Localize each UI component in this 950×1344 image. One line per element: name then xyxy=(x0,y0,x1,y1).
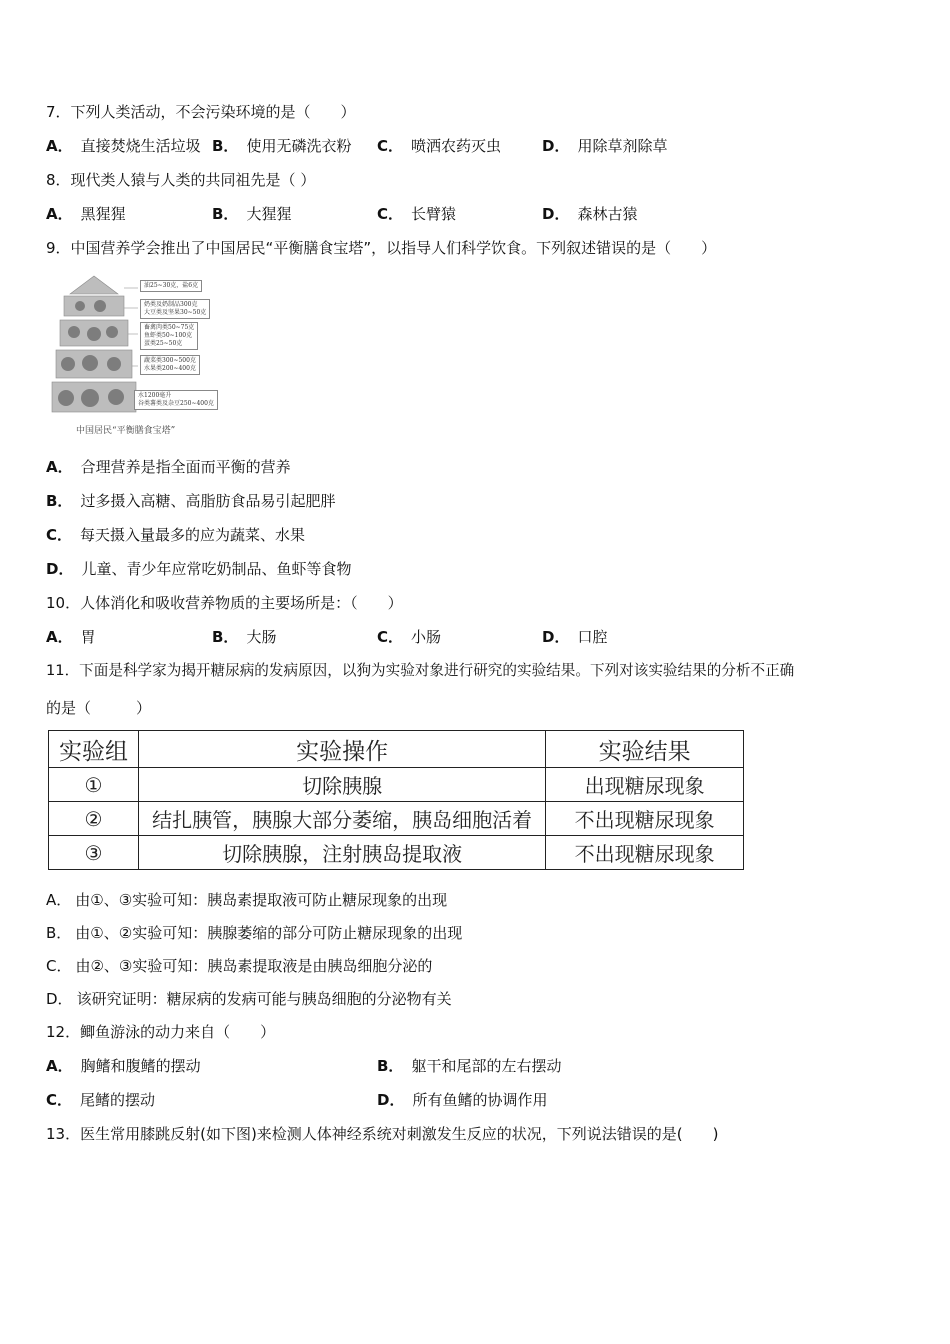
experiment-table xyxy=(48,730,744,870)
pyramid-drawing xyxy=(50,268,222,440)
table-row xyxy=(49,802,744,836)
option-text: 胃 xyxy=(80,628,96,646)
pyramid-roof xyxy=(70,276,118,294)
pyramid-tier-label-5 xyxy=(134,390,218,410)
q9-option-c[interactable] xyxy=(46,525,305,545)
tier-text: 畜禽肉类50~75克 xyxy=(144,324,195,331)
option-label: D． xyxy=(377,1091,405,1109)
option-text: 由①、③实验可知：胰岛素提取液可防止糖尿现象的出现 xyxy=(75,891,448,909)
table-header-row xyxy=(49,731,744,768)
table-cell: 不出现糖尿现象 xyxy=(546,802,744,836)
q11-stem-line1: 11．下面是科学家为揭开糖尿病的发病原因，以狗为实验对象进行研究的实验结果。下列对该实验结果的分析不正确 xyxy=(46,662,795,679)
tier-text: 蛋类25~50克 xyxy=(144,340,183,347)
q8-option-c[interactable] xyxy=(377,204,456,224)
table-row xyxy=(49,836,744,870)
pyramid-caption: 中国居民“平衡膳食宝塔” xyxy=(76,426,176,436)
q8-option-a[interactable] xyxy=(46,204,126,224)
option-label: D． xyxy=(46,560,74,578)
option-label: B． xyxy=(46,492,73,510)
pyramid-tier-label-3 xyxy=(140,322,198,350)
option-text: 长臂猿 xyxy=(411,205,457,223)
option-label: A． xyxy=(46,205,73,223)
option-text: 口腔 xyxy=(577,628,608,646)
tier-text: 大豆类及坚果30~50克 xyxy=(144,309,207,316)
option-text: 由①、②实验可知：胰腺萎缩的部分可防止糖尿现象的出现 xyxy=(75,924,463,942)
option-text: 用除草剂除草 xyxy=(577,137,668,155)
option-label: C． xyxy=(46,526,73,544)
option-text: 尾鳍的摆动 xyxy=(80,1091,156,1109)
q11-option-d[interactable] xyxy=(46,989,452,1009)
option-text: 过多摄入高糖、高脂肪食品易引起肥胖 xyxy=(80,492,336,510)
q10-option-c[interactable] xyxy=(377,627,441,647)
q12-option-d[interactable] xyxy=(377,1090,547,1110)
option-label: A． xyxy=(46,458,73,476)
option-label: D． xyxy=(542,628,570,646)
q12-option-a[interactable] xyxy=(46,1056,201,1076)
option-text: 大猩猩 xyxy=(246,205,292,223)
option-label: C． xyxy=(46,1091,73,1109)
option-label: B． xyxy=(212,628,239,646)
option-text: 躯干和尾部的左右摆动 xyxy=(411,1057,562,1075)
option-label: A． xyxy=(46,1057,73,1075)
option-label: D． xyxy=(46,990,73,1008)
table-header: 实验操作 xyxy=(138,731,545,768)
table-cell: 切除胰腺 xyxy=(138,768,545,802)
tier-text: 奶类及奶制品300克 xyxy=(144,301,198,308)
q7-stem: 7．下列人类活动，不会污染环境的是（ ） xyxy=(46,103,356,121)
q7-option-b[interactable] xyxy=(212,136,351,156)
q10-option-b[interactable] xyxy=(212,627,276,647)
option-text: 大肠 xyxy=(246,628,277,646)
q12-stem: 12．鲫鱼游泳的动力来自（ ） xyxy=(46,1023,276,1041)
option-label: B． xyxy=(212,205,239,223)
option-text: 胸鳍和腹鳍的摆动 xyxy=(80,1057,201,1075)
q9-stem: 9．中国营养学会推出了中国居民“平衡膳食宝塔”，以指导人们科学饮食。下列叙述错误的是（ ） xyxy=(46,239,717,257)
tier-text: 蔬菜类300~500克 xyxy=(144,357,196,364)
q7-option-a[interactable] xyxy=(46,136,201,156)
table-header: 实验组 xyxy=(49,731,139,768)
option-text: 喷洒农药灭虫 xyxy=(411,137,502,155)
tier-text: 水果类200~400克 xyxy=(144,365,196,372)
q7-option-d[interactable] xyxy=(542,136,667,156)
option-label: D． xyxy=(542,205,570,223)
option-text: 儿童、青少年应常吃奶制品、鱼虾等食物 xyxy=(81,560,352,578)
option-label: B． xyxy=(46,924,72,942)
table-cell: 结扎胰管，胰腺大部分萎缩，胰岛细胞活着 xyxy=(138,802,545,836)
option-text: 使用无磷洗衣粉 xyxy=(246,137,352,155)
option-label: A． xyxy=(46,137,73,155)
tier-text: 油25~30克，盐6克 xyxy=(144,282,199,289)
q8-stem: 8．现代类人猿与人类的共同祖先是（ ） xyxy=(46,171,316,189)
table-cell: ② xyxy=(49,802,139,836)
q9-option-b[interactable] xyxy=(46,491,335,511)
q9-option-d[interactable] xyxy=(46,559,351,579)
option-label: B． xyxy=(377,1057,404,1075)
q13-stem: 13．医生常用膝跳反射(如下图)来检测人体神经系统对刺激发生反应的状况，下列说法错误的是( ) xyxy=(46,1125,719,1143)
q7-option-c[interactable] xyxy=(377,136,501,156)
q11-option-a[interactable] xyxy=(46,890,447,910)
option-label: A． xyxy=(46,628,73,646)
q10-option-a[interactable] xyxy=(46,627,96,647)
option-label: C． xyxy=(377,628,404,646)
tier-text: 水1200毫升 xyxy=(138,392,172,399)
option-text: 该研究证明：糖尿病的发病可能与胰岛细胞的分泌物有关 xyxy=(76,990,452,1008)
tier-text: 鱼虾类50~100克 xyxy=(144,332,193,339)
q8-option-b[interactable] xyxy=(212,204,291,224)
option-label: C． xyxy=(46,957,72,975)
table-cell: 不出现糖尿现象 xyxy=(546,836,744,870)
option-text: 森林古猿 xyxy=(577,205,638,223)
option-label: C． xyxy=(377,205,404,223)
q11-option-b[interactable] xyxy=(46,923,462,943)
option-text: 由②、③实验可知：胰岛素提取液是由胰岛细胞分泌的 xyxy=(75,957,433,975)
option-text: 所有鱼鳍的协调作用 xyxy=(412,1091,548,1109)
option-text: 每天摄入量最多的应为蔬菜、水果 xyxy=(80,526,306,544)
q10-option-d[interactable] xyxy=(542,627,607,647)
q12-option-c[interactable] xyxy=(46,1090,155,1110)
table-cell: ③ xyxy=(49,836,139,870)
option-label: A． xyxy=(46,891,72,909)
q11-option-c[interactable] xyxy=(46,956,432,976)
q8-option-d[interactable] xyxy=(542,204,637,224)
option-label: C． xyxy=(377,137,404,155)
option-label: D． xyxy=(542,137,570,155)
q9-option-a[interactable] xyxy=(46,457,291,477)
option-text: 合理营养是指全面而平衡的营养 xyxy=(80,458,291,476)
pyramid-tier-label-4 xyxy=(140,355,200,375)
table-cell: 出现糖尿现象 xyxy=(546,768,744,802)
table-cell: ① xyxy=(49,768,139,802)
pyramid-tier-label-2 xyxy=(140,299,210,319)
pyramid-tier-label-1 xyxy=(140,280,202,292)
option-text: 小肠 xyxy=(411,628,442,646)
table-header: 实验结果 xyxy=(546,731,744,768)
option-text: 直接焚烧生活垃圾 xyxy=(80,137,201,155)
table-row xyxy=(49,768,744,802)
table-cell: 切除胰腺，注射胰岛提取液 xyxy=(138,836,545,870)
option-text: 黑猩猩 xyxy=(80,205,126,223)
tier-text: 谷类薯类及杂豆250~400克 xyxy=(138,400,214,407)
q11-stem-line2: 的是（ ） xyxy=(46,699,152,717)
q12-option-b[interactable] xyxy=(377,1056,561,1076)
food-pyramid-figure xyxy=(50,268,222,440)
q10-stem: 10．人体消化和吸收营养物质的主要场所是：（ ） xyxy=(46,594,403,612)
option-label: B． xyxy=(212,137,239,155)
